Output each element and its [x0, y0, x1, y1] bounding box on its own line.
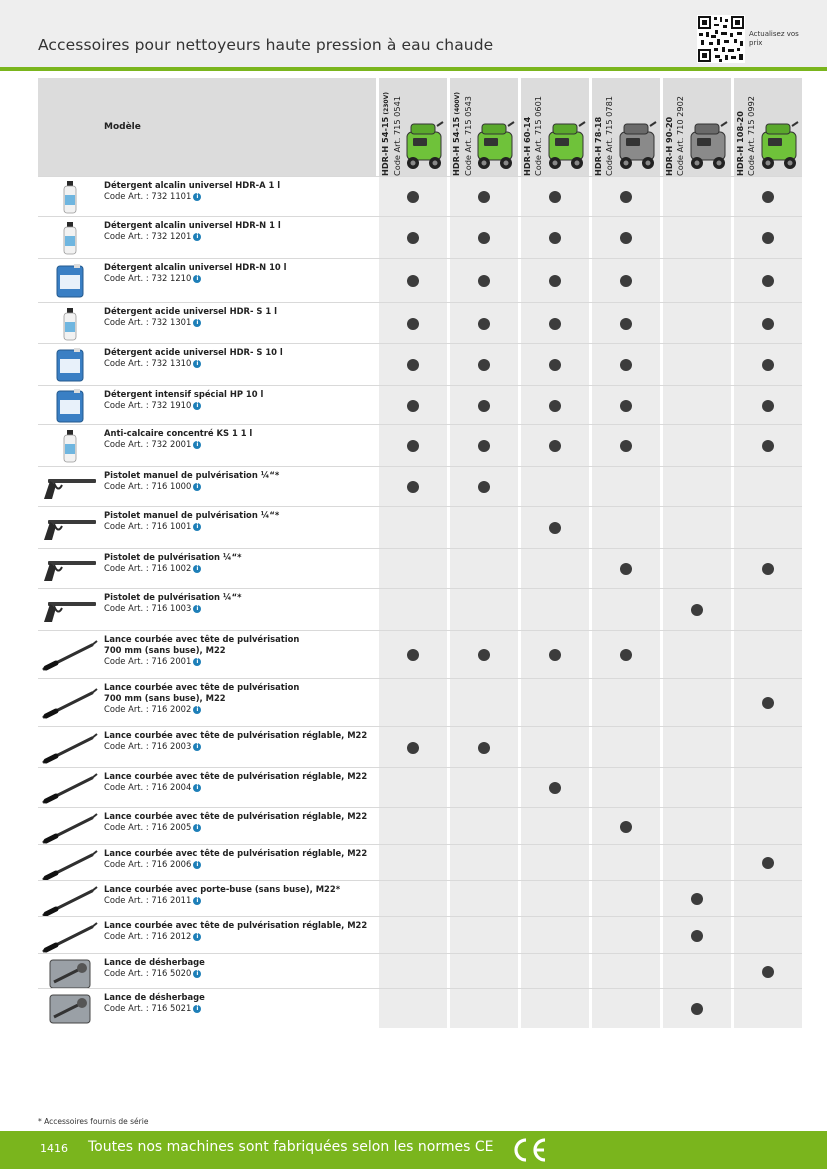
product-thumbnail	[40, 551, 100, 591]
product-code-text: Code Art. : 716 1001	[104, 521, 192, 531]
machine-name	[593, 96, 615, 176]
compatibility-dot	[620, 359, 632, 371]
product-name: Lance courbée avec tête de pulvérisation réglable, M22	[104, 848, 368, 858]
row-divider	[38, 916, 802, 917]
machine-voltage: (230V)	[383, 92, 390, 117]
product-name: Lance courbée avec tête de pulvérisation réglable, M22	[104, 730, 368, 740]
qr-note: Actualisez vos prix	[749, 30, 799, 47]
product-code	[104, 481, 379, 492]
row-divider	[38, 343, 802, 344]
compatibility-dot	[620, 191, 632, 203]
product-code-text: Code Art. : 716 2012	[104, 931, 192, 941]
qr-code-icon[interactable]	[697, 15, 745, 63]
row-divider	[38, 630, 802, 631]
product-name: Détergent alcalin universel HDR-N 1 l	[104, 220, 281, 230]
compatibility-dot	[620, 821, 632, 833]
info-icon[interactable]: i	[193, 706, 201, 714]
machine-name	[380, 92, 403, 176]
compatibility-dot	[620, 318, 632, 330]
machine-column-bg	[521, 78, 589, 1028]
product-name: Lance courbée avec tête de pulvérisation 700 mm (sans buse), M22	[104, 682, 300, 703]
product-text	[104, 771, 379, 793]
product-name: Lance de désherbage	[104, 957, 205, 967]
weeder-icon	[40, 956, 100, 992]
machine-column-bg	[592, 78, 660, 1028]
machine-column-bg	[663, 78, 731, 1028]
product-text	[104, 592, 379, 614]
machine-voltage: (400V)	[454, 92, 461, 117]
product-code-text: Code Art. : 732 1910	[104, 400, 192, 410]
product-thumbnail	[40, 956, 100, 996]
machine-name	[664, 96, 686, 176]
row-divider	[38, 588, 802, 589]
compatibility-dot	[407, 742, 419, 754]
product-thumbnail	[40, 179, 100, 219]
product-code-text: Code Art. : 716 1000	[104, 481, 192, 491]
machine-model: HDR-H 108-20	[735, 111, 745, 176]
compatibility-dot	[407, 440, 419, 452]
compatibility-dot	[762, 275, 774, 287]
compatibility-dot	[407, 232, 419, 244]
product-text	[104, 262, 379, 284]
product-name: Lance de désherbage	[104, 992, 205, 1002]
bottle-icon	[40, 428, 100, 464]
canister-icon	[40, 388, 100, 424]
product-name: Détergent acide universel HDR- S 10 l	[104, 347, 283, 357]
machine-code: Code Art. 715 0992	[746, 95, 756, 176]
canister-icon	[40, 347, 100, 383]
row-divider	[38, 385, 802, 386]
product-code-text: Code Art. : 732 1310	[104, 358, 192, 368]
product-thumbnail	[40, 220, 100, 260]
product-code	[104, 563, 379, 574]
product-text	[104, 957, 379, 979]
compatibility-dot	[620, 649, 632, 661]
compatibility-dot	[620, 440, 632, 452]
lance-icon	[40, 919, 100, 955]
compatibility-dot	[478, 318, 490, 330]
info-icon[interactable]: i	[193, 483, 201, 491]
compatibility-dot	[691, 1003, 703, 1015]
product-text	[104, 389, 379, 411]
lance-icon	[40, 810, 100, 846]
machine-name	[522, 96, 544, 176]
info-icon[interactable]: i	[193, 933, 201, 941]
weeder-icon	[40, 991, 100, 1027]
compatibility-dot	[478, 232, 490, 244]
product-code-text: Code Art. : 732 1201	[104, 231, 192, 241]
row-divider	[38, 988, 802, 989]
product-name: Lance courbée avec tête de pulvérisation 700 mm (sans buse), M22	[104, 634, 300, 655]
header-accent-line	[0, 67, 827, 71]
product-text	[104, 552, 379, 574]
product-text	[104, 682, 379, 715]
product-text	[104, 730, 379, 752]
compatibility-dot	[478, 400, 490, 412]
product-text	[104, 811, 379, 833]
canister-icon	[40, 263, 100, 299]
product-name: Détergent acide universel HDR- S 1 l	[104, 306, 277, 316]
product-name: Pistolet manuel de pulvérisation ¼“*	[104, 510, 280, 520]
machine-image	[756, 120, 802, 172]
product-thumbnail	[40, 306, 100, 346]
compatibility-dot	[620, 400, 632, 412]
machine-column-bg	[379, 78, 447, 1028]
product-code	[104, 358, 379, 369]
compatibility-dot	[549, 649, 561, 661]
product-text	[104, 992, 379, 1014]
compatibility-dot	[762, 359, 774, 371]
lance-icon	[40, 730, 100, 766]
info-icon[interactable]: i	[193, 523, 201, 531]
product-code-text: Code Art. : 716 5020	[104, 968, 192, 978]
product-code-text: Code Art. : 716 1003	[104, 603, 192, 613]
row-divider	[38, 844, 802, 845]
product-text	[104, 306, 379, 328]
machine-column-bg	[450, 78, 518, 1028]
product-name: Lance courbée avec tête de pulvérisation réglable, M22	[104, 811, 368, 821]
row-divider	[38, 678, 802, 679]
info-icon[interactable]: i	[193, 319, 201, 327]
product-name: Lance courbée avec tête de pulvérisation réglable, M22	[104, 920, 368, 930]
compatibility-dot	[478, 359, 490, 371]
machine-code: Code Art. 715 0781	[604, 95, 614, 176]
product-code-text: Code Art. : 716 2004	[104, 782, 192, 792]
compatibility-dot	[478, 481, 490, 493]
compatibility-dot	[478, 649, 490, 661]
product-thumbnail	[40, 730, 100, 770]
product-code	[104, 521, 379, 532]
product-thumbnail	[40, 510, 100, 550]
compatibility-dot	[478, 742, 490, 754]
model-label: Modèle	[104, 122, 141, 132]
machine-model: HDR-H 60-14	[522, 116, 532, 176]
compatibility-dot	[691, 604, 703, 616]
compatibility-dot	[691, 930, 703, 942]
product-thumbnail	[40, 770, 100, 810]
compatibility-dot	[549, 191, 561, 203]
machine-code: Code Art. 715 0541	[392, 95, 402, 176]
info-icon[interactable]: i	[193, 441, 201, 449]
lance-icon	[40, 847, 100, 883]
product-thumbnail	[40, 388, 100, 428]
product-name: Pistolet manuel de pulvérisation ¼“*	[104, 470, 280, 480]
info-icon[interactable]: i	[193, 275, 201, 283]
machine-name	[735, 96, 757, 176]
compatibility-dot	[549, 522, 561, 534]
machine-code: Code Art. 715 0543	[463, 95, 473, 176]
product-code	[104, 931, 379, 942]
info-icon[interactable]: i	[193, 360, 201, 368]
lance-icon	[40, 685, 100, 721]
page-title: Accessoires pour nettoyeurs haute pression à eau chaude	[38, 36, 494, 54]
gun-icon	[40, 510, 100, 546]
compatibility-dot	[407, 481, 419, 493]
product-thumbnail	[40, 263, 100, 303]
lance-icon	[40, 770, 100, 806]
machine-model: HDR-H 54-15	[380, 116, 390, 176]
compatibility-dot	[762, 318, 774, 330]
info-icon[interactable]: i	[193, 565, 201, 573]
product-thumbnail	[40, 883, 100, 923]
product-thumbnail	[40, 469, 100, 509]
compatibility-dot	[549, 232, 561, 244]
product-code	[104, 231, 379, 242]
product-thumbnail	[40, 592, 100, 632]
product-code	[104, 782, 379, 793]
table-header-left	[38, 78, 376, 176]
machine-image	[472, 120, 518, 172]
compatibility-dot	[407, 359, 419, 371]
compatibility-dot	[549, 359, 561, 371]
row-divider	[38, 424, 802, 425]
compatibility-dot	[762, 191, 774, 203]
product-code	[104, 191, 379, 202]
row-divider	[38, 176, 802, 177]
compatibility-dot	[478, 191, 490, 203]
row-divider	[38, 767, 802, 768]
gun-icon	[40, 469, 100, 505]
product-text	[104, 848, 379, 870]
compatibility-dot	[691, 893, 703, 905]
product-code	[104, 741, 379, 752]
compatibility-dot	[762, 697, 774, 709]
product-name: Pistolet de pulvérisation ¼“*	[104, 592, 242, 602]
compatibility-dot	[762, 440, 774, 452]
product-text	[104, 180, 379, 202]
compatibility-dot	[549, 275, 561, 287]
product-text	[104, 428, 379, 450]
product-code	[104, 439, 379, 450]
product-text	[104, 347, 379, 369]
compatibility-dot	[549, 440, 561, 452]
info-icon[interactable]: i	[193, 784, 201, 792]
info-icon[interactable]: i	[193, 605, 201, 613]
compatibility-dot	[407, 649, 419, 661]
product-code	[104, 656, 379, 667]
product-code-text: Code Art. : 716 1002	[104, 563, 192, 573]
machine-image	[543, 120, 589, 172]
row-divider	[38, 466, 802, 467]
machine-code: Code Art. 710 2902	[675, 95, 685, 176]
product-code	[104, 400, 379, 411]
product-text	[104, 220, 379, 242]
info-icon[interactable]: i	[193, 402, 201, 410]
row-divider	[38, 506, 802, 507]
compatibility-dot	[762, 563, 774, 575]
machine-image	[614, 120, 660, 172]
compatibility-dot	[407, 400, 419, 412]
product-code-text: Code Art. : 732 2001	[104, 439, 192, 449]
gun-icon	[40, 592, 100, 628]
product-name: Lance courbée avec tête de pulvérisation réglable, M22	[104, 771, 368, 781]
compatibility-dot	[620, 275, 632, 287]
machine-image	[401, 120, 447, 172]
machine-image	[685, 120, 731, 172]
info-icon[interactable]: i	[193, 861, 201, 869]
product-code	[104, 822, 379, 833]
product-name: Détergent intensif spécial HP 10 l	[104, 389, 264, 399]
product-code-text: Code Art. : 732 1210	[104, 273, 192, 283]
compatibility-dot	[478, 440, 490, 452]
compatibility-dot	[478, 275, 490, 287]
compatibility-dot	[620, 232, 632, 244]
info-icon[interactable]: i	[193, 233, 201, 241]
info-icon[interactable]: i	[193, 658, 201, 666]
row-divider	[38, 258, 802, 259]
row-divider	[38, 216, 802, 217]
compatibility-dot	[762, 400, 774, 412]
product-code	[104, 968, 379, 979]
machine-code: Code Art. 715 0601	[533, 95, 543, 176]
product-name: Détergent alcalin universel HDR-A 1 l	[104, 180, 281, 190]
info-icon[interactable]: i	[193, 193, 201, 201]
bottle-icon	[40, 179, 100, 215]
machine-model: HDR-H 78-18	[593, 116, 603, 176]
product-code-text: Code Art. : 716 2005	[104, 822, 192, 832]
product-code	[104, 895, 379, 906]
gun-icon	[40, 551, 100, 587]
info-icon[interactable]: i	[193, 824, 201, 832]
row-divider	[38, 726, 802, 727]
row-divider	[38, 807, 802, 808]
compatibility-dot	[549, 782, 561, 794]
product-thumbnail	[40, 637, 100, 677]
product-name: Détergent alcalin universel HDR-N 10 l	[104, 262, 287, 272]
machine-model: HDR-H 54-15	[451, 116, 461, 176]
lance-icon	[40, 883, 100, 919]
product-code-text: Code Art. : 732 1301	[104, 317, 192, 327]
compatibility-dot	[407, 275, 419, 287]
product-code-text: Code Art. : 732 1101	[104, 191, 192, 201]
product-code-text: Code Art. : 716 2011	[104, 895, 192, 905]
footer-text: Toutes nos machines sont fabriquées selon les normes CE	[88, 1139, 494, 1155]
compatibility-dot	[762, 232, 774, 244]
product-name: Pistolet de pulvérisation ¼“*	[104, 552, 242, 562]
product-thumbnail	[40, 991, 100, 1031]
machine-column-bg	[734, 78, 802, 1028]
row-divider	[38, 548, 802, 549]
row-divider	[38, 880, 802, 881]
product-thumbnail	[40, 685, 100, 725]
info-icon[interactable]: i	[193, 897, 201, 905]
compatibility-dot	[549, 400, 561, 412]
product-code	[104, 317, 379, 328]
product-code-text: Code Art. : 716 2001	[104, 656, 192, 666]
row-divider	[38, 302, 802, 303]
info-icon[interactable]: i	[193, 743, 201, 751]
product-code	[104, 704, 379, 715]
product-thumbnail	[40, 428, 100, 468]
row-divider	[38, 953, 802, 954]
product-text	[104, 470, 379, 492]
compatibility-dot	[620, 563, 632, 575]
product-code	[104, 859, 379, 870]
compatibility-dot	[407, 191, 419, 203]
compatibility-dot	[762, 966, 774, 978]
product-code	[104, 603, 379, 614]
compatibility-dot	[407, 318, 419, 330]
product-text	[104, 634, 379, 667]
footnote: * Accessoires fournis de série	[38, 1117, 149, 1126]
product-text	[104, 884, 379, 906]
info-icon[interactable]: i	[193, 1005, 201, 1013]
info-icon[interactable]: i	[193, 970, 201, 978]
product-code	[104, 273, 379, 284]
product-code-text: Code Art. : 716 2003	[104, 741, 192, 751]
product-code-text: Code Art. : 716 2006	[104, 859, 192, 869]
ce-mark-icon	[511, 1136, 549, 1164]
product-name: Lance courbée avec porte-buse (sans buse), M22*	[104, 884, 341, 894]
lance-icon	[40, 637, 100, 673]
machine-model: HDR-H 90-20	[664, 116, 674, 176]
bottle-icon	[40, 220, 100, 256]
bottle-icon	[40, 306, 100, 342]
product-name: Anti-calcaire concentré KS 1 1 l	[104, 428, 253, 438]
product-thumbnail	[40, 847, 100, 887]
compatibility-dot	[549, 318, 561, 330]
product-text	[104, 920, 379, 942]
compatibility-dot	[762, 857, 774, 869]
product-code-text: Code Art. : 716 5021	[104, 1003, 192, 1013]
product-code-text: Code Art. : 716 2002	[104, 704, 192, 714]
page-number: 1416	[40, 1142, 68, 1155]
machine-name	[451, 92, 474, 176]
product-code	[104, 1003, 379, 1014]
product-text	[104, 510, 379, 532]
product-thumbnail	[40, 347, 100, 387]
